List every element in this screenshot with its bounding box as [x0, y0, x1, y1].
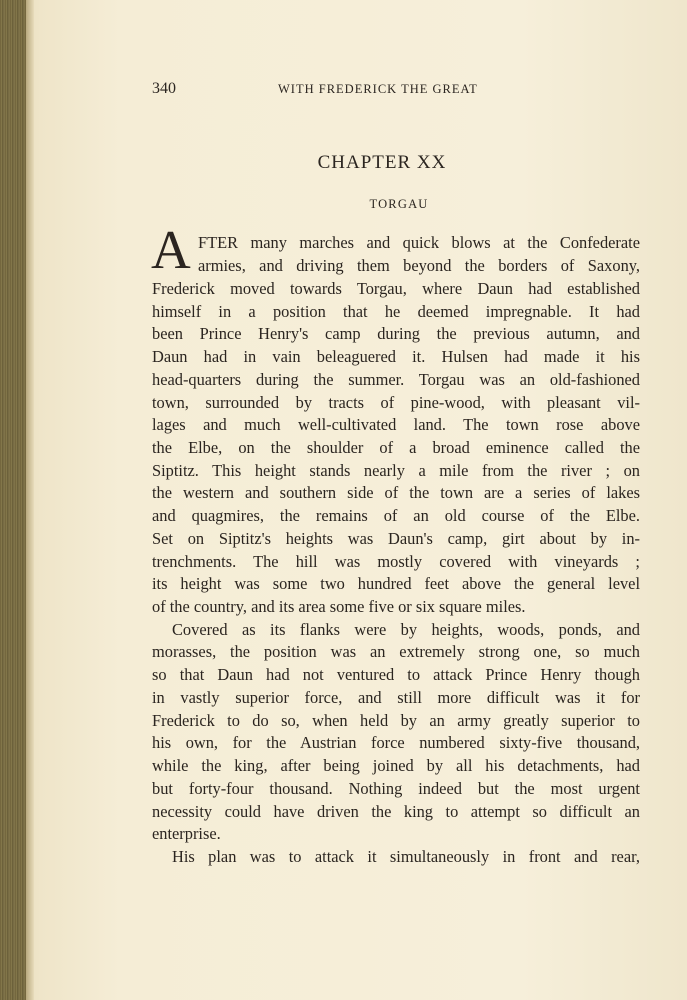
page-number: 340: [152, 80, 176, 97]
text-line: so that Daun had not ventured to attack Prince Henry though: [152, 665, 640, 684]
text-line: head-quarters during the summer. Torgau was an old-fashioned: [152, 370, 640, 389]
text-line: in vastly superior force, and still more difficult was it for: [152, 688, 640, 707]
text-line: but forty-four thousand. Nothing indeed but the most urgent: [152, 779, 640, 798]
text-line: Set on Siptitz's heights was Daun's camp, girt about by in-: [152, 529, 640, 548]
chapter-title: CHAPTER XX: [317, 152, 447, 173]
text-line: his own, for the Austrian force numbered sixty-five thousand,: [152, 733, 640, 752]
drop-cap: A: [151, 219, 191, 280]
text-line: town, surrounded by tracts of pine-wood, with pleasant vil-: [152, 393, 640, 412]
book-binding: [0, 0, 26, 1000]
page-header: [152, 80, 518, 100]
running-head: WITH FREDERICK THE GREAT: [278, 82, 478, 96]
text-line: enterprise.: [152, 824, 221, 843]
text-line: Covered as its flanks were by heights, woods, ponds, and: [172, 620, 640, 639]
text-line: of the country, and its area some five or six square miles.: [152, 597, 526, 616]
text-line: the Elbe, on the shoulder of a broad eminence called the: [152, 438, 640, 457]
text-line: Frederick to do so, when held by an army greatly superior to: [152, 711, 640, 730]
text-line: its height was some two hundred feet above the general level: [152, 574, 640, 593]
binding-shadow: [26, 0, 34, 1000]
text-line: trenchments. The hill was mostly covered with vineyards ;: [152, 552, 640, 571]
text-line: lages and much well-cultivated land. The town rose above: [152, 415, 640, 434]
text-line: Daun had in vain beleaguered it. Hulsen had made it his: [152, 347, 640, 366]
text-line: armies, and driving them beyond the borders of Saxony,: [198, 256, 640, 275]
text-line: necessity could have driven the king to attempt so difficult an: [152, 802, 640, 821]
text-line: and quagmires, the remains of an old course of the Elbe.: [152, 506, 640, 525]
chapter-subtitle: TORGAU: [369, 197, 429, 211]
text-line: himself in a position that he deemed impregnable. It had: [152, 302, 640, 321]
text-line: Siptitz. This height stands nearly a mile from the river ; on: [152, 461, 640, 480]
text-line: morasses, the position was an extremely strong one, so much: [152, 642, 640, 661]
text-line: the western and southern side of the town are a series of lakes: [152, 483, 640, 502]
text-line: Frederick moved towards Torgau, where Daun had established: [152, 279, 640, 298]
text-line: FTER many marches and quick blows at the Confederate: [198, 233, 640, 252]
text-line: His plan was to attack it simultaneously in front and rear,: [172, 847, 640, 866]
text-line: been Prince Henry's camp during the previous autumn, and: [152, 324, 640, 343]
text-line: while the king, after being joined by all his detachments, had: [152, 756, 640, 775]
